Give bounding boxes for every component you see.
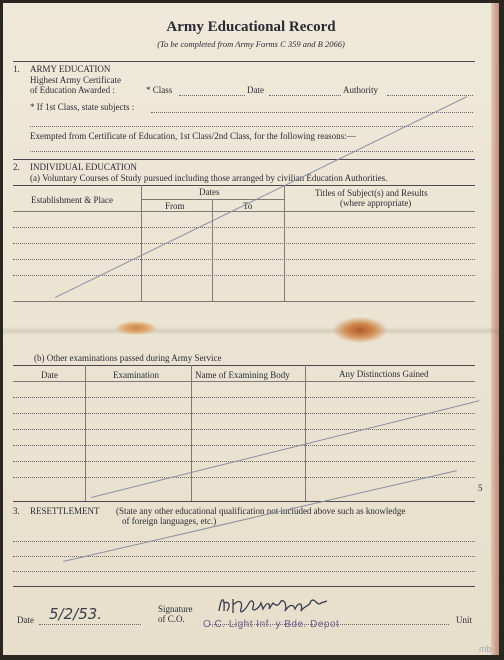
section-3-number: 3. (13, 506, 20, 516)
subjects-field (151, 112, 473, 113)
col-b-body: Name of Examining Body (195, 370, 290, 380)
divider (13, 586, 475, 587)
table-b-col (305, 365, 306, 501)
voluntary-courses-label: (a) Voluntary Courses of Study pursued including those arranged by civilian Education Authorities. (30, 173, 388, 183)
col-from: From (165, 201, 185, 211)
page-number: 5 (478, 483, 483, 493)
section-2-title: INDIVIDUAL EDUCATION (30, 162, 137, 172)
rust-stain (333, 317, 387, 343)
exempted-label: Exempted from Certificate of Education, 1st Class/2nd Class, for the following reasons:— (30, 131, 356, 141)
resettlement-instruction-1: (State any other educational qualification not included above such as knowledge (116, 506, 406, 516)
handwritten-date: 5/2/53. (49, 605, 103, 623)
table-b-col (191, 365, 192, 501)
table-a-header-bottom (13, 211, 475, 212)
document-page (3, 3, 499, 655)
divider (13, 61, 475, 62)
exempted-field (30, 151, 473, 152)
date-field (269, 95, 341, 96)
col-establishment: Establishment & Place (31, 195, 113, 205)
table-row (13, 445, 475, 446)
table-row (13, 259, 475, 260)
subjects-label: * If 1st Class, state subjects : (30, 102, 135, 112)
divider (13, 159, 475, 160)
certificate-label-line1: Highest Army Certificate (30, 75, 121, 85)
rust-stain (115, 321, 157, 335)
section-3-title: RESETTLEMENT (30, 506, 100, 516)
col-titles: Titles of Subject(s) and Results (315, 188, 428, 198)
table-row (13, 413, 475, 414)
table-row (13, 227, 475, 228)
page-subtitle: (To be completed from Army Forms C 359 and B 2066) (157, 39, 345, 49)
table-row (13, 429, 475, 430)
table-a-top (13, 185, 475, 186)
unit-label: Unit (456, 615, 473, 625)
section-2-number: 2. (13, 162, 20, 172)
other-exams-label: (b) Other examinations passed during Army Service (34, 353, 222, 363)
col-to: To (243, 201, 253, 211)
resettlement-instruction-2: of foreign languages, etc.) (122, 516, 217, 526)
authority-field (387, 95, 473, 96)
table-b-header-bottom (13, 381, 475, 382)
date-footer-field (39, 624, 141, 625)
col-b-exam: Examination (113, 370, 159, 380)
class-label: * Class (146, 85, 173, 95)
signature-label-1: Signature (158, 604, 193, 614)
date-footer-label: Date (17, 615, 34, 625)
table-a-col (212, 199, 213, 301)
col-b-date: Date (41, 370, 58, 380)
resettlement-field (13, 571, 475, 572)
page-title: Army Educational Record (166, 19, 336, 35)
cancel-line (91, 400, 479, 498)
table-a-bottom (13, 301, 475, 302)
section-1-number: 1. (13, 64, 20, 74)
table-b-col (85, 365, 86, 501)
class-field (179, 95, 245, 96)
date-label: Date (247, 85, 264, 95)
table-row (13, 243, 475, 244)
co-signature (215, 591, 331, 617)
table-b-top (13, 365, 475, 366)
unit-stamp: O.C. Light Inf. y Bde. Depot (203, 619, 340, 630)
signature-label-2: of C.O. (158, 614, 185, 624)
table-b-bottom (13, 501, 475, 502)
resettlement-field (13, 541, 475, 542)
col-titles-note: (where appropriate) (340, 198, 412, 208)
section-1-title: ARMY EDUCATION (30, 64, 111, 74)
table-row (13, 461, 475, 462)
table-row (13, 275, 475, 276)
col-b-distinctions: Any Distinctions Gained (339, 369, 429, 379)
dates-divider (141, 199, 284, 200)
table-row (13, 397, 475, 398)
watermark: mb (479, 644, 492, 654)
certificate-label-line2: of Education Awarded : (30, 85, 115, 95)
page-fold (3, 327, 499, 335)
authority-label: Authority (343, 85, 378, 95)
table-row (13, 477, 475, 478)
col-dates: Dates (199, 187, 220, 197)
